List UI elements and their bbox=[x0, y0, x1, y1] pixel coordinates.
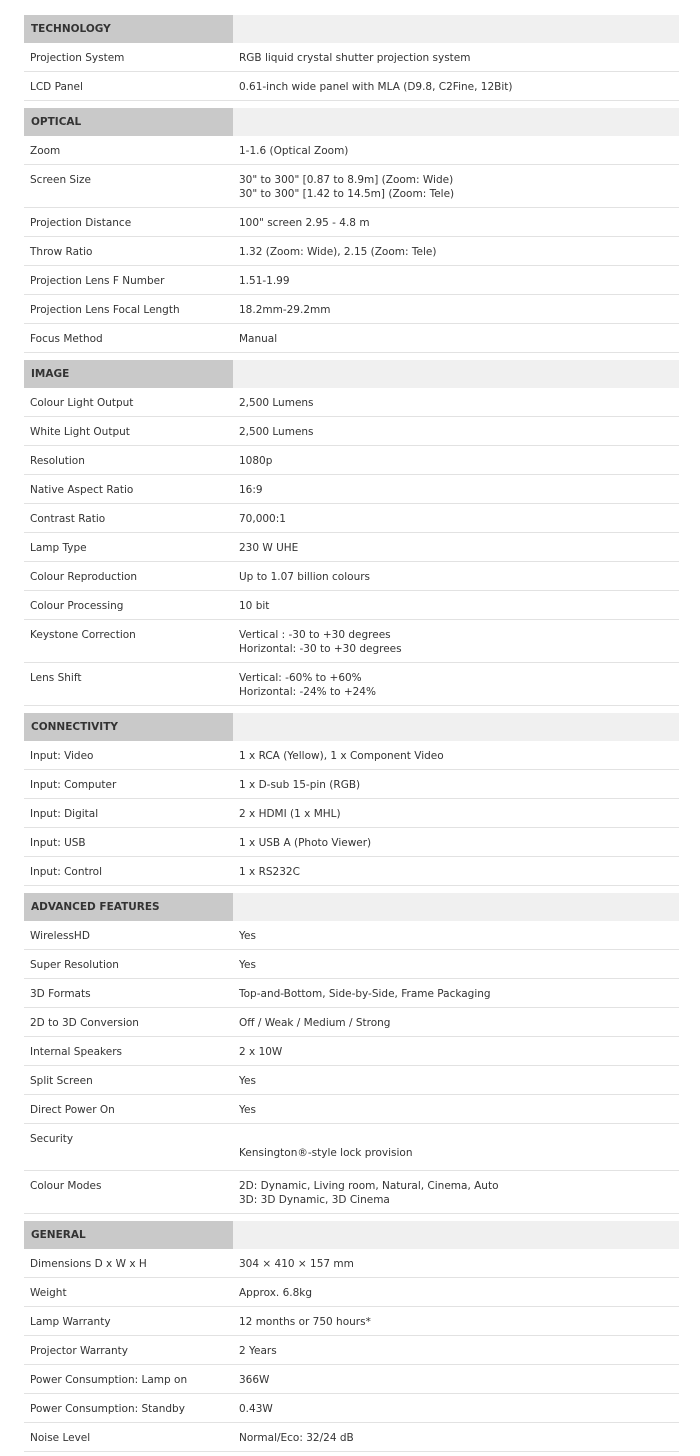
spec-label: Projection Distance bbox=[30, 217, 132, 229]
spec-value-line: 1 x D-sub 15-pin (RGB) bbox=[239, 779, 361, 791]
spec-value bbox=[233, 562, 679, 590]
spec-row-2d-to-3d-conversion bbox=[24, 1008, 679, 1037]
spec-row-dimensions-d-x-w-x-h bbox=[24, 1249, 679, 1278]
section-header-fill bbox=[233, 108, 679, 136]
spec-value-line: 2,500 Lumens bbox=[239, 426, 314, 438]
spec-label: Lens Shift bbox=[30, 672, 82, 684]
spec-value-line: 0.43W bbox=[239, 1403, 273, 1415]
spec-value bbox=[233, 1249, 679, 1277]
section-header-fill bbox=[233, 15, 679, 43]
section-header-advanced-features bbox=[24, 893, 679, 921]
spec-value-line: Top-and-Bottom, Side-by-Side, Frame Packaging bbox=[239, 988, 491, 1000]
spec-row-internal-speakers bbox=[24, 1037, 679, 1066]
spec-value bbox=[233, 504, 679, 532]
spec-value-line: 30" to 300" [1.42 to 14.5m] (Zoom: Tele) bbox=[239, 188, 455, 200]
spec-value-line: 3D: 3D Dynamic, 3D Cinema bbox=[239, 1194, 390, 1206]
spec-label: Zoom bbox=[30, 145, 61, 157]
spec-label: Lamp Warranty bbox=[30, 1316, 111, 1328]
spec-label: Keystone Correction bbox=[30, 629, 136, 641]
spec-value-line: 2 x HDMI (1 x MHL) bbox=[239, 808, 341, 820]
spec-value bbox=[233, 295, 679, 323]
spec-label: 3D Formats bbox=[30, 988, 91, 1000]
spec-value bbox=[233, 1278, 679, 1306]
spec-label: Contrast Ratio bbox=[30, 513, 106, 525]
spec-row-keystone-correction bbox=[24, 620, 679, 663]
section-gap bbox=[24, 353, 679, 360]
spec-label: WirelessHD bbox=[30, 930, 90, 942]
spec-value-line: 10 bit bbox=[239, 600, 270, 612]
spec-value bbox=[233, 979, 679, 1007]
spec-value-line: 70,000:1 bbox=[239, 513, 286, 525]
spec-label: Weight bbox=[30, 1287, 67, 1299]
section-header-technology bbox=[24, 15, 679, 43]
spec-row-input-video bbox=[24, 741, 679, 770]
spec-row-screen-size bbox=[24, 165, 679, 208]
spec-label: Lamp Type bbox=[30, 542, 87, 554]
spec-value-line: Yes bbox=[239, 930, 256, 942]
spec-label: Focus Method bbox=[30, 333, 103, 345]
spec-row-white-light-output bbox=[24, 417, 679, 446]
spec-row-contrast-ratio bbox=[24, 504, 679, 533]
spec-label: Super Resolution bbox=[30, 959, 119, 971]
spec-value bbox=[233, 799, 679, 827]
spec-value bbox=[233, 828, 679, 856]
spec-row-projection-lens-focal-length bbox=[24, 295, 679, 324]
spec-label: Internal Speakers bbox=[30, 1046, 122, 1058]
spec-value-line: RGB liquid crystal shutter projection system bbox=[239, 52, 471, 64]
spec-value-line: Horizontal: -24% to +24% bbox=[239, 686, 376, 698]
spec-table bbox=[24, 15, 679, 1452]
spec-value bbox=[233, 663, 679, 705]
spec-row-zoom bbox=[24, 136, 679, 165]
spec-row-projection-system bbox=[24, 43, 679, 72]
spec-value-line: 1080p bbox=[239, 455, 273, 467]
spec-row-native-aspect-ratio bbox=[24, 475, 679, 504]
spec-row-projection-lens-f-number bbox=[24, 266, 679, 295]
spec-row-colour-modes bbox=[24, 1171, 679, 1214]
section-header-fill bbox=[233, 360, 679, 388]
spec-label: Throw Ratio bbox=[30, 246, 93, 258]
section-header-fill bbox=[233, 893, 679, 921]
spec-label: Power Consumption: Standby bbox=[30, 1403, 185, 1415]
spec-value bbox=[233, 620, 679, 662]
section-title: GENERAL bbox=[24, 1221, 233, 1249]
spec-value-line: Yes bbox=[239, 1075, 256, 1087]
spec-value bbox=[233, 741, 679, 769]
spec-value-line: 0.61-inch wide panel with MLA (D9.8, C2Fine, 12Bit) bbox=[239, 81, 513, 93]
spec-value-line: 18.2mm-29.2mm bbox=[239, 304, 331, 316]
spec-row-colour-reproduction bbox=[24, 562, 679, 591]
spec-value-line: Horizontal: -30 to +30 degrees bbox=[239, 643, 402, 655]
spec-row-projector-warranty bbox=[24, 1336, 679, 1365]
spec-label: Input: Control bbox=[30, 866, 103, 878]
spec-label: Direct Power On bbox=[30, 1104, 115, 1116]
spec-value bbox=[233, 266, 679, 294]
spec-value bbox=[233, 1124, 679, 1170]
spec-value bbox=[233, 591, 679, 619]
spec-value bbox=[233, 1066, 679, 1094]
spec-value bbox=[233, 921, 679, 949]
spec-row-lamp-type bbox=[24, 533, 679, 562]
spec-row-super-resolution bbox=[24, 950, 679, 979]
section-gap bbox=[24, 706, 679, 713]
spec-value-line: Yes bbox=[239, 1104, 256, 1116]
spec-row-3d-formats bbox=[24, 979, 679, 1008]
spec-label: 2D to 3D Conversion bbox=[30, 1017, 139, 1029]
spec-label: Noise Level bbox=[30, 1432, 91, 1444]
spec-row-projection-distance bbox=[24, 208, 679, 237]
spec-value-line: 1 x RS232C bbox=[239, 866, 300, 878]
spec-value-line: 1 x RCA (Yellow), 1 x Component Video bbox=[239, 750, 444, 762]
spec-value bbox=[233, 1365, 679, 1393]
spec-row-weight bbox=[24, 1278, 679, 1307]
spec-label: Colour Processing bbox=[30, 600, 124, 612]
spec-value-line: Approx. 6.8kg bbox=[239, 1287, 313, 1299]
spec-value bbox=[233, 446, 679, 474]
spec-value bbox=[233, 1336, 679, 1364]
section-title: CONNECTIVITY bbox=[24, 713, 233, 741]
spec-value bbox=[233, 475, 679, 503]
spec-label: Split Screen bbox=[30, 1075, 93, 1087]
spec-value-line: 1-1.6 (Optical Zoom) bbox=[239, 145, 349, 157]
spec-label: Colour Reproduction bbox=[30, 571, 138, 583]
spec-row-colour-processing bbox=[24, 591, 679, 620]
spec-row-lcd-panel bbox=[24, 72, 679, 101]
spec-value-line: Yes bbox=[239, 959, 256, 971]
spec-row-input-control bbox=[24, 857, 679, 886]
section-gap bbox=[24, 101, 679, 108]
spec-row-direct-power-on bbox=[24, 1095, 679, 1124]
section-gap bbox=[24, 886, 679, 893]
spec-value-line: 100" screen 2.95 - 4.8 m bbox=[239, 217, 370, 229]
spec-label: Screen Size bbox=[30, 174, 91, 186]
spec-label: Power Consumption: Lamp on bbox=[30, 1374, 188, 1386]
section-gap bbox=[24, 1214, 679, 1221]
spec-row-input-digital bbox=[24, 799, 679, 828]
section-header-fill bbox=[233, 713, 679, 741]
spec-label: Native Aspect Ratio bbox=[30, 484, 134, 496]
spec-row-power-consumption-standby bbox=[24, 1394, 679, 1423]
section-title: TECHNOLOGY bbox=[24, 15, 233, 43]
spec-value bbox=[233, 165, 679, 207]
spec-label: Input: USB bbox=[30, 837, 86, 849]
spec-value-line: 16:9 bbox=[239, 484, 263, 496]
spec-label: Projector Warranty bbox=[30, 1345, 129, 1357]
spec-value-line: 2 Years bbox=[239, 1345, 277, 1357]
spec-row-throw-ratio bbox=[24, 237, 679, 266]
spec-row-split-screen bbox=[24, 1066, 679, 1095]
spec-value-line: 366W bbox=[239, 1374, 270, 1386]
spec-row-power-consumption-lamp-on bbox=[24, 1365, 679, 1394]
spec-row-input-usb bbox=[24, 828, 679, 857]
spec-value-line: 1.51-1.99 bbox=[239, 275, 290, 287]
spec-value-line: Off / Weak / Medium / Strong bbox=[239, 1017, 391, 1029]
section-header-image bbox=[24, 360, 679, 388]
spec-value bbox=[233, 1394, 679, 1422]
spec-value bbox=[233, 43, 679, 71]
spec-value-line: Kensington®-style lock provision bbox=[239, 1147, 413, 1159]
spec-value bbox=[233, 857, 679, 885]
spec-value-line: Manual bbox=[239, 333, 278, 345]
spec-value bbox=[233, 136, 679, 164]
spec-label: LCD Panel bbox=[30, 81, 83, 93]
spec-row-security bbox=[24, 1124, 679, 1171]
spec-value bbox=[233, 208, 679, 236]
section-header-general bbox=[24, 1221, 679, 1249]
spec-value bbox=[233, 770, 679, 798]
spec-row-lens-shift bbox=[24, 663, 679, 706]
spec-value-line: 30" to 300" [0.87 to 8.9m] (Zoom: Wide) bbox=[239, 174, 454, 186]
spec-row-colour-light-output bbox=[24, 388, 679, 417]
spec-label: Security bbox=[30, 1133, 74, 1145]
spec-value bbox=[233, 1307, 679, 1335]
spec-value-line: 2 x 10W bbox=[239, 1046, 283, 1058]
spec-value-line: Vertical: -60% to +60% bbox=[239, 672, 362, 684]
spec-value bbox=[233, 417, 679, 445]
spec-value bbox=[233, 72, 679, 100]
spec-value-line: 1.32 (Zoom: Wide), 2.15 (Zoom: Tele) bbox=[239, 246, 437, 258]
spec-label: Projection Lens F Number bbox=[30, 275, 165, 287]
spec-value-line: Vertical : -30 to +30 degrees bbox=[239, 629, 391, 641]
spec-row-lamp-warranty bbox=[24, 1307, 679, 1336]
spec-value-line: 2,500 Lumens bbox=[239, 397, 314, 409]
spec-label: Input: Video bbox=[30, 750, 94, 762]
spec-value bbox=[233, 533, 679, 561]
spec-row-resolution bbox=[24, 446, 679, 475]
section-title: OPTICAL bbox=[24, 108, 233, 136]
spec-label: Dimensions D x W x H bbox=[30, 1258, 147, 1270]
spec-value bbox=[233, 324, 679, 352]
spec-value-line: Normal/Eco: 32/24 dB bbox=[239, 1432, 354, 1444]
spec-label: Colour Light Output bbox=[30, 397, 134, 409]
spec-value-line: 12 months or 750 hours* bbox=[239, 1316, 371, 1328]
spec-label: Input: Digital bbox=[30, 808, 99, 820]
spec-value-line: 304 × 410 × 157 mm bbox=[239, 1258, 354, 1270]
spec-label: Colour Modes bbox=[30, 1180, 102, 1192]
section-header-optical bbox=[24, 108, 679, 136]
spec-value bbox=[233, 237, 679, 265]
spec-row-wirelesshd bbox=[24, 921, 679, 950]
spec-value-line: 1 x USB A (Photo Viewer) bbox=[239, 837, 372, 849]
spec-label: Projection System bbox=[30, 52, 125, 64]
spec-label: Input: Computer bbox=[30, 779, 117, 791]
spec-row-focus-method bbox=[24, 324, 679, 353]
section-header-connectivity bbox=[24, 713, 679, 741]
spec-row-input-computer bbox=[24, 770, 679, 799]
spec-value bbox=[233, 388, 679, 416]
section-header-fill bbox=[233, 1221, 679, 1249]
spec-row-noise-level bbox=[24, 1423, 679, 1452]
spec-label: White Light Output bbox=[30, 426, 130, 438]
spec-value bbox=[233, 1008, 679, 1036]
spec-value bbox=[233, 1423, 679, 1451]
spec-value bbox=[233, 1171, 679, 1213]
section-title: ADVANCED FEATURES bbox=[24, 893, 233, 921]
spec-value-line: 230 W UHE bbox=[239, 542, 299, 554]
spec-label: Resolution bbox=[30, 455, 85, 467]
spec-value-line: Up to 1.07 billion colours bbox=[239, 571, 371, 583]
spec-value bbox=[233, 1037, 679, 1065]
spec-value bbox=[233, 950, 679, 978]
spec-label: Projection Lens Focal Length bbox=[30, 304, 180, 316]
spec-value bbox=[233, 1095, 679, 1123]
spec-value-line: 2D: Dynamic, Living room, Natural, Cinema, Auto bbox=[239, 1180, 499, 1192]
section-title: IMAGE bbox=[24, 360, 233, 388]
